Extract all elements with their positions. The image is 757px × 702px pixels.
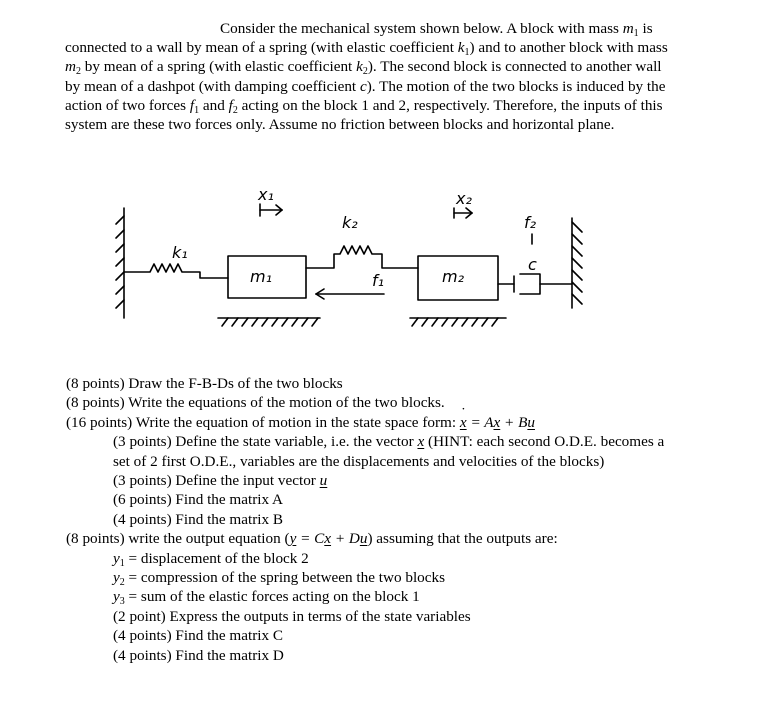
- left-wall: [116, 208, 124, 318]
- question-2: (8 points) Write the equations of the motion of the two blocks.: [66, 394, 445, 412]
- k2-symbol: $k_2$: [356, 58, 368, 78]
- intro-line3b: ). The second block is connected to another wall by mean of a dashpot (with damping coefficient: [65, 58, 662, 95]
- question-3d: (4 points) Find the matrix B: [113, 510, 284, 528]
- dashpot-c: [498, 274, 572, 294]
- question-4a: (2 point) Express the outputs in terms of the state variables: [113, 607, 471, 625]
- x2-arrow: [454, 208, 472, 218]
- question-3c: (6 points) Find the matrix A: [113, 491, 284, 509]
- output-y1: $y_1$ = displacement of the block 2: [113, 549, 309, 569]
- intro-and: and: [199, 96, 229, 114]
- f1-symbol: $f_1$: [189, 96, 200, 116]
- ground-m2: [410, 318, 506, 326]
- output-y3: $y_3$ = sum of the elastic forces acting on the block 1: [113, 588, 420, 608]
- question-4c: (4 points) Find the matrix D: [113, 646, 284, 664]
- k1-label: k₁: [172, 243, 188, 262]
- question-3b: (3 points) Define the input vector u: [113, 472, 328, 490]
- intro-line4: ). The motion of the two blocks is induced by the action of two forces: [65, 77, 666, 114]
- m1-symbol: $m_1$: [622, 20, 639, 39]
- problem-statement: [65, 19, 673, 134]
- intro-line2b: ) and to another block with mass: [469, 39, 668, 57]
- k2-label: k₂: [342, 213, 358, 232]
- intro-line5: acting on the block 1 and 2, respectively. Therefore, the inputs of this system are these two forces only. Assume no friction between blocks and horizontal plane.: [65, 96, 663, 134]
- x1-label: x₁: [258, 185, 274, 204]
- c-label: c: [528, 255, 537, 274]
- m2-symbol: $m_2$: [65, 58, 81, 78]
- intro-line3: by mean of a spring (with elastic coefficient: [80, 58, 357, 76]
- force-f1-arrow: [316, 289, 384, 299]
- x2-label: x₂: [456, 189, 472, 208]
- k1-symbol: $k_1$: [457, 39, 470, 59]
- intro-line1: Consider the mechanical system shown below. A block with mass: [220, 20, 619, 37]
- x1-arrow: [260, 204, 282, 216]
- spring-k1: [124, 264, 228, 278]
- c-symbol: c: [359, 77, 367, 95]
- f2-label: f₂: [524, 213, 537, 232]
- output-y2: $y_2$ = compression of the spring between the two blocks: [113, 569, 446, 589]
- m1-label: m₁: [250, 267, 272, 286]
- questions-list: [66, 374, 706, 665]
- question-1: (8 points) Draw the F-B-Ds of the two blocks: [66, 375, 343, 392]
- spring-k2: [306, 246, 418, 268]
- f2-symbol: $f_2$: [228, 96, 238, 116]
- question-4b: (4 points) Find the matrix C: [113, 627, 284, 645]
- question-3a: (3 points) Define the state variable, i.e. the vector x (HINT: each second O.D.E. becomes a set of 2 first O.D.E., variables are the displacements and velocities of the blocks): [113, 433, 665, 470]
- mechanical-system-diagram: [110, 178, 630, 338]
- f1-label: f₁: [372, 271, 385, 290]
- right-wall: [572, 218, 582, 308]
- intro-line2: is connected to a wall by mean of a spring (with elastic coefficient: [65, 20, 653, 57]
- m2-label: m₂: [442, 267, 464, 286]
- question-3: (16 points) Write the equation of motion in the state space form: x ˙ = Ax + Bu: [66, 413, 706, 432]
- intro-paragraph: [65, 19, 673, 134]
- ground-m1: [218, 318, 320, 326]
- question-4: (8 points) write the output equation (y = Cx + Du) assuming that the outputs are:: [66, 530, 558, 548]
